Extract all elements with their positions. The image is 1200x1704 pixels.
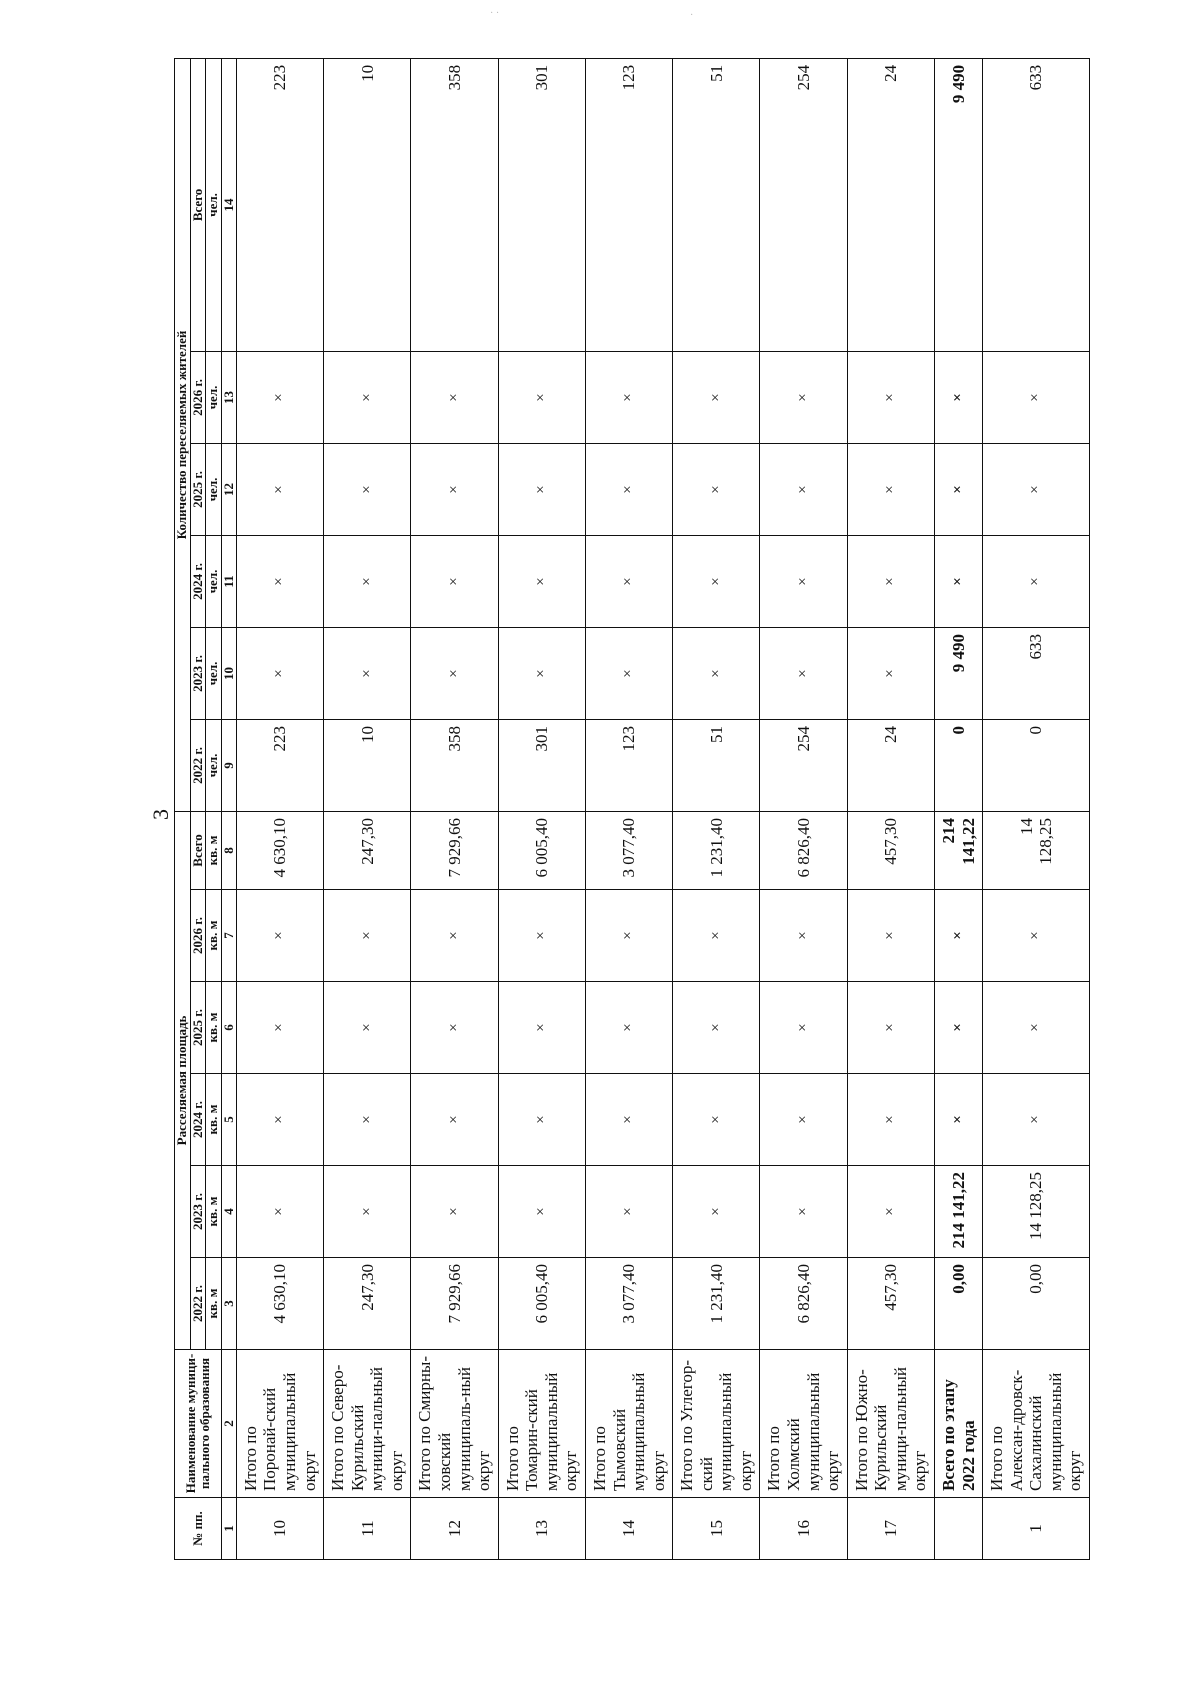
column-number: 12	[221, 443, 236, 535]
cell-a2024: ×	[498, 1074, 585, 1166]
header-year: 2024 г.	[191, 1074, 206, 1166]
row-name: Итого по Холмский муниципальный округ	[760, 1350, 847, 1498]
cell-a2024: ×	[585, 1074, 672, 1166]
table-row	[585, 58, 672, 1559]
column-number: 4	[221, 1166, 236, 1258]
cell-a2023: ×	[760, 1166, 847, 1258]
cell-a2023: ×	[673, 1166, 760, 1258]
header-unit: чел.	[206, 58, 221, 351]
cell-p2022: 51	[673, 719, 760, 811]
cell-a2023: 214 141,22	[935, 1166, 983, 1258]
cell-atotal: 6 826,40	[760, 811, 847, 889]
cell-p2026: ×	[498, 351, 585, 443]
row-name: Итого по Смирны-ховский муниципаль-ный округ	[411, 1350, 498, 1498]
cell-a2022: 3 077,40	[585, 1258, 672, 1350]
cell-atotal: 3 077,40	[585, 811, 672, 889]
cell-atotal: 14 128,25	[983, 811, 1090, 889]
cell-p2023: 633	[983, 627, 1090, 719]
cell-p2026: ×	[673, 351, 760, 443]
cell-p2025: ×	[411, 443, 498, 535]
cell-a2022: 247,30	[324, 1258, 411, 1350]
table-row	[935, 58, 983, 1559]
cell-ptotal: 10	[324, 58, 411, 351]
cell-p2024: ×	[411, 535, 498, 627]
cell-a2026: ×	[673, 890, 760, 982]
cell-p2022: 358	[411, 719, 498, 811]
row-number: 11	[324, 1498, 411, 1560]
cell-a2023: ×	[236, 1166, 323, 1258]
cell-a2025: ×	[585, 982, 672, 1074]
table-row	[324, 58, 411, 1559]
header-unit: кв. м	[206, 982, 221, 1074]
cell-a2026: ×	[935, 890, 983, 982]
cell-p2022: 0	[935, 719, 983, 811]
header-unit: кв. м	[206, 1166, 221, 1258]
header-unit: кв. м	[206, 1258, 221, 1350]
cell-ptotal: 358	[411, 58, 498, 351]
cell-p2026: ×	[324, 351, 411, 443]
cell-ptotal: 301	[498, 58, 585, 351]
header-year: 2022 г.	[191, 719, 206, 811]
header-year: 2024 г.	[191, 535, 206, 627]
cell-p2022: 24	[847, 719, 934, 811]
column-number: 8	[221, 811, 236, 889]
row-number: 17	[847, 1498, 934, 1560]
row-number: 12	[411, 1498, 498, 1560]
cell-a2022: 0,00	[983, 1258, 1090, 1350]
header-unit: кв. м	[206, 890, 221, 982]
cell-a2023: ×	[847, 1166, 934, 1258]
column-number: 6	[221, 982, 236, 1074]
row-name: Итого по Поронай-ский муниципальный округ	[236, 1350, 323, 1498]
header-unit: кв. м	[206, 1074, 221, 1166]
cell-p2025: ×	[236, 443, 323, 535]
column-number: 11	[221, 535, 236, 627]
cell-p2023: ×	[760, 627, 847, 719]
cell-p2026: ×	[935, 351, 983, 443]
cell-a2022: 0,00	[935, 1258, 983, 1350]
header-no: № пп.	[175, 1498, 222, 1560]
cell-ptotal: 51	[673, 58, 760, 351]
cell-ptotal: 123	[585, 58, 672, 351]
cell-atotal: 247,30	[324, 811, 411, 889]
cell-p2025: ×	[983, 443, 1090, 535]
table-row	[760, 58, 847, 1559]
cell-a2022: 6 826,40	[760, 1258, 847, 1350]
table-row	[847, 58, 934, 1559]
cell-p2026: ×	[585, 351, 672, 443]
cell-a2026: ×	[847, 890, 934, 982]
cell-p2024: ×	[585, 535, 672, 627]
cell-a2026: ×	[585, 890, 672, 982]
column-number: 7	[221, 890, 236, 982]
cell-p2025: ×	[760, 443, 847, 535]
cell-p2023: ×	[673, 627, 760, 719]
scan-speck: ·	[690, 10, 694, 21]
resettlement-table	[174, 58, 1090, 1560]
cell-atotal: 7 929,66	[411, 811, 498, 889]
header-year: 2022 г.	[191, 1258, 206, 1350]
row-name: Итого по Южно-Курильский муници-пальный округ	[847, 1350, 934, 1498]
column-number: 2	[221, 1350, 236, 1498]
header-year: 2025 г.	[191, 443, 206, 535]
cell-a2024: ×	[236, 1074, 323, 1166]
cell-p2022: 254	[760, 719, 847, 811]
column-number: 13	[221, 351, 236, 443]
cell-p2022: 10	[324, 719, 411, 811]
cell-a2022: 7 929,66	[411, 1258, 498, 1350]
cell-p2024: ×	[935, 535, 983, 627]
cell-a2024: ×	[983, 1074, 1090, 1166]
cell-a2026: ×	[236, 890, 323, 982]
cell-p2023: ×	[236, 627, 323, 719]
column-number: 3	[221, 1258, 236, 1350]
cell-p2025: ×	[585, 443, 672, 535]
cell-a2025: ×	[324, 982, 411, 1074]
cell-a2022: 1 231,40	[673, 1258, 760, 1350]
cell-a2024: ×	[847, 1074, 934, 1166]
cell-a2022: 6 005,40	[498, 1258, 585, 1350]
cell-a2026: ×	[324, 890, 411, 982]
cell-ptotal: 254	[760, 58, 847, 351]
row-number: 14	[585, 1498, 672, 1560]
cell-a2023: ×	[585, 1166, 672, 1258]
row-name: Итого по Северо-Курильский муници-пальный округ	[324, 1350, 411, 1498]
header-unit: чел.	[206, 719, 221, 811]
cell-a2026: ×	[983, 890, 1090, 982]
cell-p2025: ×	[673, 443, 760, 535]
cell-p2023: ×	[585, 627, 672, 719]
cell-p2024: ×	[983, 535, 1090, 627]
cell-p2023: ×	[411, 627, 498, 719]
header-area-group: Расселяемая площадь	[175, 811, 191, 1349]
cell-a2025: ×	[760, 982, 847, 1074]
row-name: Итого по Углегор-ский муниципальный округ	[673, 1350, 760, 1498]
header-unit: чел.	[206, 627, 221, 719]
row-number: 1	[983, 1498, 1090, 1560]
cell-ptotal: 223	[236, 58, 323, 351]
header-unit: чел.	[206, 351, 221, 443]
header-unit: кв. м	[206, 811, 221, 889]
cell-p2022: 123	[585, 719, 672, 811]
rotated-table-wrapper	[174, 65, 1090, 1560]
cell-a2024: ×	[324, 1074, 411, 1166]
cell-p2023: 9 490	[935, 627, 983, 719]
cell-ptotal: 24	[847, 58, 934, 351]
row-name: Всего по этапу 2022 года	[935, 1350, 983, 1498]
cell-p2025: ×	[935, 443, 983, 535]
cell-p2026: ×	[760, 351, 847, 443]
cell-ptotal: 633	[983, 58, 1090, 351]
cell-p2024: ×	[673, 535, 760, 627]
cell-a2026: ×	[411, 890, 498, 982]
table-row	[498, 58, 585, 1559]
cell-a2023: ×	[411, 1166, 498, 1258]
cell-atotal: 1 231,40	[673, 811, 760, 889]
cell-p2026: ×	[983, 351, 1090, 443]
cell-atotal: 457,30	[847, 811, 934, 889]
row-name: Итого по Алексан-дровск-Сахалинский муниципальный округ	[983, 1350, 1090, 1498]
column-number: 5	[221, 1074, 236, 1166]
row-name: Итого по Тымовский муниципальный округ	[585, 1350, 672, 1498]
cell-a2023: ×	[498, 1166, 585, 1258]
cell-a2025: ×	[847, 982, 934, 1074]
row-number	[935, 1498, 983, 1560]
cell-a2022: 4 630,10	[236, 1258, 323, 1350]
header-year: 2025 г.	[191, 982, 206, 1074]
cell-p2024: ×	[498, 535, 585, 627]
row-number: 16	[760, 1498, 847, 1560]
cell-p2023: ×	[498, 627, 585, 719]
cell-p2026: ×	[847, 351, 934, 443]
cell-a2025: ×	[411, 982, 498, 1074]
cell-a2024: ×	[760, 1074, 847, 1166]
table-row	[673, 58, 760, 1559]
cell-a2023: 14 128,25	[983, 1166, 1090, 1258]
header-year: Всего	[191, 811, 206, 889]
cell-p2024: ×	[236, 535, 323, 627]
cell-p2024: ×	[760, 535, 847, 627]
cell-a2025: ×	[673, 982, 760, 1074]
header-year: Всего	[191, 58, 206, 351]
cell-p2023: ×	[847, 627, 934, 719]
cell-a2022: 457,30	[847, 1258, 934, 1350]
cell-atotal: 4 630,10	[236, 811, 323, 889]
row-name: Итого по Томарин-ский муниципальный округ	[498, 1350, 585, 1498]
header-year: 2026 г.	[191, 890, 206, 982]
cell-p2024: ×	[324, 535, 411, 627]
header-name: Наименование муници-пального образования	[175, 1350, 222, 1498]
table-row	[411, 58, 498, 1559]
cell-a2026: ×	[498, 890, 585, 982]
column-number: 9	[221, 719, 236, 811]
cell-a2024: ×	[673, 1074, 760, 1166]
cell-a2025: ×	[983, 982, 1090, 1074]
cell-p2025: ×	[847, 443, 934, 535]
row-number: 15	[673, 1498, 760, 1560]
column-number: 10	[221, 627, 236, 719]
cell-a2025: ×	[236, 982, 323, 1074]
cell-p2025: ×	[498, 443, 585, 535]
header-unit: чел.	[206, 443, 221, 535]
scan-speck: · ·	[490, 8, 500, 19]
table-row	[983, 58, 1090, 1559]
column-number: 1	[221, 1498, 236, 1560]
cell-p2026: ×	[236, 351, 323, 443]
row-number: 10	[236, 1498, 323, 1560]
cell-a2023: ×	[324, 1166, 411, 1258]
cell-p2025: ×	[324, 443, 411, 535]
header-year: 2023 г.	[191, 627, 206, 719]
header-residents-group: Количество переселяемых жителей	[175, 58, 191, 811]
cell-p2022: 0	[983, 719, 1090, 811]
cell-atotal: 6 005,40	[498, 811, 585, 889]
cell-p2022: 223	[236, 719, 323, 811]
header-unit: чел.	[206, 535, 221, 627]
cell-a2024: ×	[935, 1074, 983, 1166]
cell-ptotal: 9 490	[935, 58, 983, 351]
row-number: 13	[498, 1498, 585, 1560]
cell-a2026: ×	[760, 890, 847, 982]
column-number: 14	[221, 58, 236, 351]
page-number: 3	[148, 809, 173, 820]
cell-p2024: ×	[847, 535, 934, 627]
cell-atotal: 214 141,22	[935, 811, 983, 889]
cell-p2022: 301	[498, 719, 585, 811]
header-year: 2026 г.	[191, 351, 206, 443]
cell-a2025: ×	[498, 982, 585, 1074]
cell-p2023: ×	[324, 627, 411, 719]
cell-a2024: ×	[411, 1074, 498, 1166]
table-row	[236, 58, 323, 1559]
cell-a2025: ×	[935, 982, 983, 1074]
cell-p2026: ×	[411, 351, 498, 443]
header-year: 2023 г.	[191, 1166, 206, 1258]
